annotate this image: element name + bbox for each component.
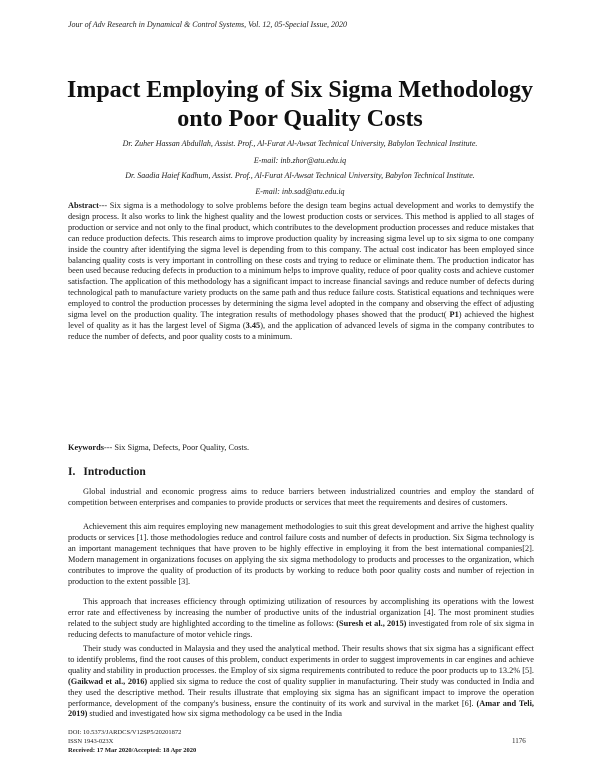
abstract-sep: --- (98, 201, 110, 210)
citation-suresh: (Suresh et al., 2015) (336, 618, 407, 628)
section-number: I. (68, 466, 76, 478)
citation-gaikwad: (Gaikwad et al., 2016) (68, 676, 148, 686)
footer-doi: DOI: 10.5373/JARDCS/V12SP5/20201872 (68, 729, 182, 736)
paragraph-3-text-b: investigated from role of six sigma in reducing defects to manufacture of motor vehicle rings. (68, 618, 534, 639)
paragraph-4-text-a: Their study was conducted in Malaysia and they used the analytical method. Their results shows that six sigma has a significant effect to identify problems, find the root causes of this problem, conduct experiments in order to suggest improvements in car engines and achieve quality and stability in production processes. the Employ of six sigma requirements contributed to reduce the poor products up to 13.2% [5]. (68, 644, 534, 675)
keywords-sep: --- (103, 443, 115, 452)
running-head: Jour of Adv Research in Dynamical & Control Systems, Vol. 12, 05-Special Issue, 2020 (68, 20, 347, 29)
abstract-text-a: Six sigma is a methodology to solve problems before the design team begins actual development and works to demystify the design process. It also works to link the highest quality and the lowest production costs or services. This method is applied to all stages of production or service and not only to the final product, which contributes to the development production processes and reduce mistakes that can reduce production defects. This research aims to improve production quality by increasing sigma level up to six sigma to one company inside the country after identifying the sigma level is depending from to this company. The actual cost indicator has been employed since balancing quality costs is very important in controlling on these costs and trying to reduce or eliminate them. The production indicator has been used because reducing defects in production to a minimum helps to improve quality, reduce of poor quality costs and achieve customer satisfaction. The application of this methodology has a significant impact to increase financial savings and reduce number of defects during technological path to manufacture variety products on the same path and thus reduce failure costs. Statistical equations and techniques were employed to control the production processes by determining the sigma level adopted in the company and observing the effect of adjusting sigma level on the production quality. The integration results of methodology phases showed that the product( (68, 201, 534, 320)
citation-amar: (Amar and Teli, 2019) (68, 698, 534, 719)
author-2-email: E-mail: inb.sad@atu.edu.iq (255, 187, 345, 196)
footer-issn: ISSN 1943-023X (68, 738, 114, 745)
section-heading (68, 466, 154, 478)
paragraph-2: Achievement this aim requires employing new management methodologies to suit this great development and arrive the highest quality products or services [1]. those methodologies reduce and control failure costs and number of defects in production. Six Sigma technology is an important management techniques that have proven to be highly effective in employing it from the best international companies[2]. Modern management in organizations focuses on applying the six sigma methodology to products and processes to the organization, which contributes to improve the quality of production of its products by working to reduce both poor quality costs and number of rejection in production to the extent possible [3]. (68, 522, 534, 586)
paragraph-4-text-c: studied and investigated how six sigma methodology ca be used in the India (87, 709, 342, 719)
abstract (68, 201, 534, 343)
footer-received: Received: 17 Mar 2020/Accepted: 18 Apr 2020 (68, 747, 197, 754)
page-number: 1176 (512, 737, 526, 745)
author-1-affiliation: Dr. Zuher Hassan Abdullah, Assist. Prof., Al-Furat Al-Awsat Technical University, Babylon Technical Institute. (122, 139, 478, 148)
paragraph-3 (68, 597, 534, 641)
keywords-label: Keywords (68, 443, 104, 452)
abstract-label: Abstract (68, 201, 99, 210)
author-2-affiliation: Dr. Saadia Haief Kadhum, Assist. Prof., Al-Furat Al-Awsat Technical University, Babylon Technical Institute. (125, 171, 475, 180)
title-line-1: Impact Employing of Six Sigma Methodology (66, 77, 534, 103)
paragraph-4-text-b: applied six sigma to reduce the cost of quality supplier in manufacturing. Their study was conducted in India and they used the descriptive method. Their results illustrate that employing six sigma has an significant impact to improve the operation performance, development of the company's business, ensure the continuity of its work and survival in the market [6]. (68, 676, 535, 708)
title-line-2: onto Poor Quality Costs (177, 106, 423, 132)
paragraph-4 (68, 644, 534, 720)
abstract-text-c: ), and the application of advanced levels of sigma in the company contributes to reduce the number of defects, and poor quality costs to a minimum. (68, 320, 534, 341)
keywords-text: Six Sigma, Defects, Poor Quality, Costs. (114, 443, 250, 452)
abstract-text-b: ) achieved the highest level of quality as it has the largest level of Sigma ( (68, 310, 535, 330)
paper-title (40, 76, 560, 134)
paragraph-1: Global industrial and economic progress aims to reduce barriers between industrialized countries and employ the standard of competition between enterprises and companies to provide products or services that meet the requirements and desires of customers. (68, 487, 534, 507)
abstract-sigma-value: 3.45 (245, 320, 261, 330)
keywords (68, 443, 534, 454)
author-1-email: E-mail: inb.zhor@atu.edu.iq (253, 156, 347, 165)
abstract-product: P1 (446, 310, 459, 320)
paragraph-3-text-a: This approach that increases efficiency through optimizing utilization of resources by accomplishing its operations with the lowest error rate and effectiveness by increasing the number of productive units of the industrial organization [4]. The most prominent studies related to the subject study are highlighted according to the timeline as follows: (68, 597, 534, 628)
section-title: Introduction (83, 466, 146, 478)
